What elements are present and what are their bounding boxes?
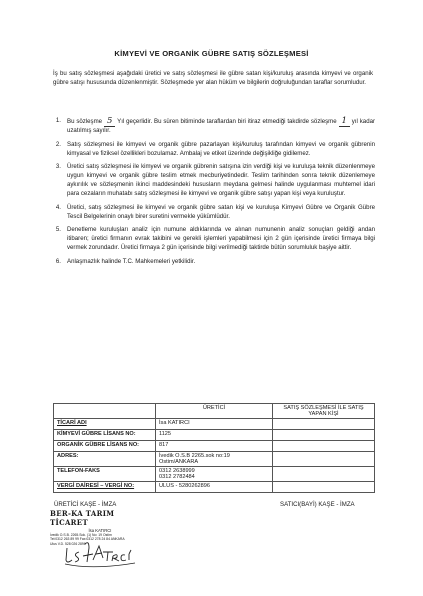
parties-table [53, 403, 375, 493]
stamp-owner: İsa KATIRCI [88, 528, 112, 533]
clause-text: Üretici satış sözleşmesi ile kimyevi ve organik gübrenin satışına izin verdiği kişi ve kuruluşa teknik düzenlenmeye uygun kimyevi ve organik gübre teslim etmek mecburiyetindedir. Teslim tarihinden sonra teknik düzenlemeye aykırılık ve sözleşmenin ikinci maddesindeki hususların meydana gelmesi halinde uygulanması muhtemel idari para cezaların muhatabı satış sözleşmesi ile kimyevi ve organik gübre satışı yapan kişi veya kuruluştur. [67, 163, 375, 197]
row-label: ORGANİK GÜBRE LİSANS NO: [54, 441, 156, 452]
clause-4 [53, 204, 375, 222]
row-label: KİMYEVİ GÜBRE LİSANS NO: [54, 430, 156, 441]
phone-value: 0312 2638999 [159, 468, 195, 474]
clause-text: yıl kadar uzatılmış sayılır. [67, 118, 375, 134]
row-value: 817 [156, 441, 273, 452]
table-row [54, 467, 375, 482]
row-seller-value [273, 467, 375, 482]
row-value: İsa KATIRCI [156, 419, 273, 430]
clause-6 [53, 258, 375, 267]
table-header-seller: SATIŞ SÖZLEŞMESİ İLE SATIŞ YAPAN KİŞİ [273, 404, 375, 419]
clause-text: Anlaşmazlık halinde T.C. Mahkemeleri yetkilidir. [67, 257, 196, 265]
clause-text: Yıl geçerlidir. Bu süren bitiminde taraflardan biri itiraz etmediği takdirde sözleşme [117, 118, 337, 125]
clause-2 [53, 141, 375, 159]
seller-signature-label: SATICI(BAYİ) KAŞE - İMZA [280, 501, 355, 508]
clauses-list [53, 117, 375, 271]
row-label: TİCARİ ADI [54, 419, 156, 430]
table-header-row [54, 404, 375, 419]
clause-text: Denetleme kuruluşları analiz için numune aldıklarında ve alınan numunenin analiz sonuçları geldiği andan itibaren; üretici firmanın evrak takibini ve gerekli işlemleri yapabilmesi için 2 gün içerisinde üretici firmaya bilgi vermek zorundadır. Üretici firmaya 2 gün içerisinde bilgi verilmediği taktirde bütün sorumluluk başiye aittir. [67, 226, 375, 252]
row-seller-value [273, 419, 375, 430]
row-seller-value [273, 452, 375, 467]
row-value: 1125 [156, 430, 273, 441]
clause-text: Satış sözleşmesi ile kimyevi ve organik gübre pazarlayan kişi/kuruluş tarafından kimyevi ve organik gübrenin kimyasal ve fiziksel özellikleri bozulamaz. Ambalaj ve etiket üzerinde değişikliğe gidilemez. [67, 140, 375, 157]
producer-signature-label: ÜRETİCİ KAŞE - İMZA [54, 501, 117, 508]
row-label: VERGİ DAİRESİ – VERGİ NO: [54, 482, 156, 493]
clause-5 [53, 226, 375, 253]
row-value [156, 467, 273, 482]
duration-years-field: 5 [104, 116, 115, 127]
clause-number: 1. [55, 117, 61, 124]
table-row [54, 430, 375, 441]
row-value: İvedik O.S.B 2265.sok no:19 Ostim/ANKARA [156, 452, 273, 467]
clause-3 [53, 163, 375, 199]
table-row [54, 441, 375, 452]
stamp-address: İvedik O.S.B. 2265.Sok. (1) No: 19 Ostim [50, 533, 112, 537]
table-header-producer: ÜRETİCİ [156, 404, 273, 419]
clause-number: 2. [55, 140, 61, 148]
table-row [54, 482, 375, 493]
fax-value: 0312 2782484 [159, 474, 195, 480]
handwritten-signature [63, 530, 143, 575]
extension-years-field: 1 [339, 116, 350, 127]
row-seller-value [273, 482, 375, 493]
clause-number: 6. [55, 257, 61, 265]
row-seller-value [273, 441, 375, 452]
table-header-empty [54, 404, 156, 419]
row-label: ADRES: [54, 452, 156, 467]
clause-number: 4. [55, 203, 61, 211]
clause-number: 5. [55, 226, 61, 234]
clause-text: Bu sözleşme [67, 118, 103, 125]
clause-text: Üretici, satış sözleşmesi ile kimyevi ve organik gübre satan kişi ve kuruluşa Kimyevi Gübre ve Organik Gübre Tescil Belgelerinin onaylı birer suretini vermekle yükümlüdür. [67, 203, 375, 220]
document-title: KİMYEVİ VE ORGANİK GÜBRE SATIŞ SÖZLEŞMESİ [114, 49, 309, 58]
table-row [54, 419, 375, 430]
intro-paragraph: İş bu satış sözleşmesi aşağıdaki üretici ve satış sözleşmesi ile gübre satan kişi/kuruluş arasında kimyevi ve organik gübre satışı hususunda düzenlenmiştir. Sözleşmede yer alan hüküm ve bilgilerin doğruluğundan taraflar sorumludur. [53, 70, 373, 86]
stamp-company-name: BER-KA TARIM TİCARET [50, 509, 115, 527]
row-seller-value [273, 430, 375, 441]
row-value: ULUS - 5280262896 [156, 482, 273, 493]
clause-number: 3. [55, 163, 61, 171]
row-label: TELEFON-FAKS [54, 467, 156, 482]
clause-1 [53, 117, 375, 136]
stamp-phone: Tel:0312 263 89 99 Fax:0312 278 24 84 ANKARA [50, 537, 125, 542]
stamp-tax: Ulus V.D. 528 026 2896 [50, 541, 86, 546]
table-row [54, 452, 375, 467]
